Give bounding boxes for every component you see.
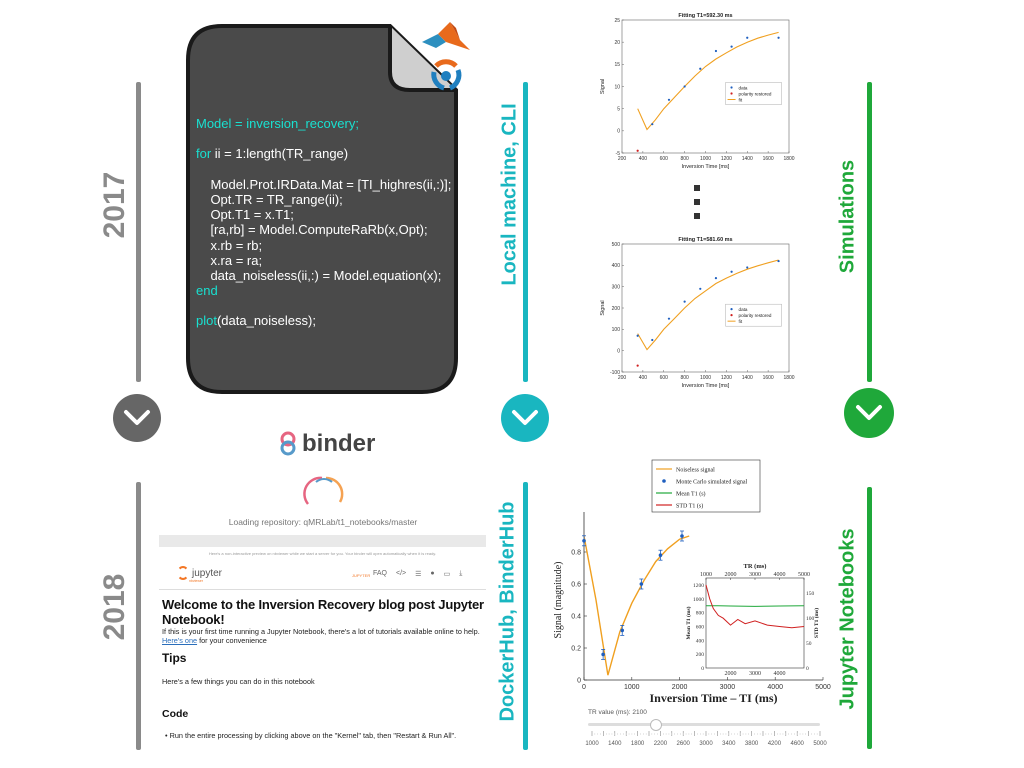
code-line xyxy=(196,283,451,298)
code-text: Opt.TR = TR_range(ii); xyxy=(196,191,343,207)
inset-left-tick-label: 1000 xyxy=(693,596,704,603)
y-tick-label: 5 xyxy=(617,106,620,113)
data-point xyxy=(699,288,701,290)
code-text: [ra,rb] = Model.ComputeRaRb(x,Opt); xyxy=(196,222,428,238)
tr-slider-track[interactable] xyxy=(588,723,820,726)
year-label-2017: 2017 xyxy=(98,171,131,239)
timeline-line-2017 xyxy=(136,82,141,382)
intro-tail: for your convenience xyxy=(199,636,267,645)
inset-top-axis-label: TR (ms) xyxy=(743,563,767,570)
y-tick-label: 0.8 xyxy=(571,549,581,557)
monte-carlo-point xyxy=(640,582,644,586)
x-tick-label: 1000 xyxy=(699,156,712,162)
x-tick-label: 1200 xyxy=(720,375,732,381)
x-tick-label: 600 xyxy=(659,156,668,162)
download-icon[interactable]: ⤓ xyxy=(459,570,463,577)
binder-logo-icon xyxy=(278,431,298,457)
data-point xyxy=(668,318,670,320)
code-line xyxy=(196,268,451,283)
inset-top-tick-label: 3000 xyxy=(749,572,761,578)
x-tick-label: 4000 xyxy=(767,684,783,691)
label-dockerhub-binderhub: DockerHub, BinderHub xyxy=(496,501,519,722)
data-point xyxy=(699,68,701,70)
inset-left-axis-label: Mean T1 (ms) xyxy=(686,606,692,640)
legend-label: fit xyxy=(738,318,743,324)
legend-label: data xyxy=(738,306,748,312)
x-axis-label: Inversion Time – TI (ms) xyxy=(649,691,778,705)
chevron-down-icon-teal xyxy=(501,394,549,442)
inset-bottom-tick-label: 4000 xyxy=(773,671,786,677)
jupyter-logo-text: jupyter xyxy=(192,567,223,579)
slider-tick-label: 1800 xyxy=(630,741,645,747)
binder-logo-text: binder xyxy=(302,430,376,457)
legend-marker xyxy=(730,314,732,316)
label-jupyter-notebooks: Jupyter Notebooks xyxy=(836,528,859,710)
legend-marker xyxy=(662,479,666,483)
ellipsis-dot xyxy=(694,185,700,191)
toolbar-icons xyxy=(373,570,462,578)
inset-top-tick-label: 2000 xyxy=(724,572,737,578)
tr-slider-widget xyxy=(584,709,827,751)
chart-title: Fitting T1=592.30 ms xyxy=(678,13,733,19)
code-line xyxy=(196,162,451,177)
slider-tick-label: 1000 xyxy=(585,741,599,747)
intro-link[interactable]: Here's one xyxy=(162,636,198,645)
legend-label: fit xyxy=(738,97,743,103)
legend-label: Noiseless signal xyxy=(676,467,715,474)
code-line xyxy=(196,192,451,207)
nbviewer-notice: Here's a non-interactive preview on nbviewer while we start a server for you. Your binder will open automatically when it is ready. xyxy=(208,551,437,556)
x-tick-label: 1600 xyxy=(762,375,774,381)
y-tick-label: 0 xyxy=(617,348,620,355)
loading-spinner-icon xyxy=(302,472,346,512)
ellipsis-dot xyxy=(694,213,700,219)
ellipsis-dot xyxy=(694,199,700,205)
code-line xyxy=(196,222,451,237)
list-icon[interactable]: ☰ xyxy=(415,571,422,578)
y-tick-label: 0 xyxy=(617,128,620,135)
code-keyword: for xyxy=(196,146,212,162)
inset-left-tick-label: 800 xyxy=(695,610,704,617)
tips-text: Here's a few things you can do in this notebook xyxy=(162,677,315,686)
data-point xyxy=(746,37,748,39)
x-tick-label: 3000 xyxy=(719,684,736,691)
monte-carlo-point xyxy=(582,539,586,543)
timeline-line-local xyxy=(523,82,528,382)
code-line xyxy=(196,177,451,192)
toolbar-jupyter-link[interactable]: JUPYTER xyxy=(352,573,371,578)
data-point xyxy=(730,46,732,48)
inset-left-tick-label: 0 xyxy=(701,666,704,672)
timeline-line-docker xyxy=(523,482,528,750)
legend-marker xyxy=(730,92,732,94)
y-tick-label: 200 xyxy=(611,305,620,312)
y-tick-label: 20 xyxy=(614,39,620,46)
code-line xyxy=(196,146,451,161)
fitting-chart-bottom xyxy=(592,232,797,402)
timeline-line-2018 xyxy=(136,482,141,750)
inset-right-tick-label: 150 xyxy=(806,591,815,597)
inset-bottom-tick-label: 3000 xyxy=(749,671,761,677)
code-text: Opt.T1 = x.T1; xyxy=(196,207,294,223)
inset-right-tick-label: 50 xyxy=(806,641,812,647)
inset-left-tick-label: 600 xyxy=(695,624,704,631)
y-tick-label: -100 xyxy=(609,369,620,376)
data-point xyxy=(651,339,653,341)
code-line xyxy=(196,253,451,268)
legend-label: polarity restored xyxy=(738,91,772,97)
code-line xyxy=(196,298,451,313)
data-point xyxy=(777,260,779,262)
tips-heading: Tips xyxy=(162,651,187,665)
intro-text: If this is your first time running a Jupyter Notebook, there's a lot of tutorials available online to help. xyxy=(162,627,480,636)
timeline-line-simulations xyxy=(867,82,872,382)
x-tick-label: 800 xyxy=(680,156,689,162)
inset-left-tick-label: 400 xyxy=(695,638,704,645)
x-tick-label: 0 xyxy=(582,684,586,691)
code-line xyxy=(196,116,451,131)
label-local-machine-cli: Local machine, CLI xyxy=(498,103,521,286)
code-bullet: • Run the entire processing by clicking above on the "Kernel" tab, then "Restart & Run All". xyxy=(165,731,457,740)
slider-tick-label: 3800 xyxy=(744,741,759,747)
data-point xyxy=(715,277,717,279)
x-tick-label: 1600 xyxy=(762,156,774,162)
legend-label: Mean T1 (s) xyxy=(676,491,706,498)
inset-top-tick-label: 5000 xyxy=(798,572,810,578)
simulation-chart xyxy=(548,458,831,705)
code-text: data_noiseless(ii,:) = Model.equation(x); xyxy=(196,267,442,283)
ellipsis-dots xyxy=(694,185,700,219)
code-line xyxy=(196,238,451,253)
legend-marker xyxy=(730,308,732,310)
x-tick-label: 800 xyxy=(680,375,689,381)
code-line xyxy=(196,313,451,328)
code-icon[interactable]: </> xyxy=(396,570,407,577)
monte-carlo-point xyxy=(620,629,624,633)
y-tick-label: 15 xyxy=(614,62,620,69)
code-text: x.rb = rb; xyxy=(196,237,263,253)
slider-tick-label: 1400 xyxy=(608,741,622,747)
slider-tick-label: 4600 xyxy=(790,741,804,747)
x-tick-label: 200 xyxy=(617,375,627,381)
x-tick-label: 400 xyxy=(638,375,648,381)
slider-tick-label: 2200 xyxy=(653,741,668,747)
nbviewer-top-bar xyxy=(159,535,486,547)
slider-tick-label: 3000 xyxy=(699,741,713,747)
y-tick-label: 0.2 xyxy=(571,645,581,653)
faq-icon[interactable]: FAQ xyxy=(373,570,388,577)
loading-repository-text: Loading repository: qMRLab/t1_notebooks/master xyxy=(228,517,418,527)
x-tick-label: 2000 xyxy=(671,684,688,691)
chart-title: Fitting T1=581.60 ms xyxy=(678,237,733,243)
monte-carlo-point xyxy=(601,653,605,657)
tr-slider-label: TR value (ms): 2100 xyxy=(588,709,647,716)
inset-top-tick-label: 1000 xyxy=(700,572,712,578)
code-keyword: end xyxy=(196,283,218,299)
y-tick-label: 25 xyxy=(614,17,620,24)
legend-label: Monte Carlo simulated signal xyxy=(676,479,748,486)
y-axis-label: Signal xyxy=(600,300,606,316)
y-axis-label: Signal (magnitude) xyxy=(553,561,564,639)
x-tick-label: 1400 xyxy=(741,375,753,381)
y-tick-label: 100 xyxy=(611,327,620,334)
chevron-down-icon-green xyxy=(844,388,894,438)
y-tick-label: 300 xyxy=(611,284,620,291)
y-tick-label: -5 xyxy=(615,150,620,157)
x-tick-label: 1800 xyxy=(783,375,795,381)
y-tick-label: 0.4 xyxy=(571,613,581,621)
data-point xyxy=(730,271,732,273)
notebook-title: Welcome to the Inversion Recovery blog post Jupyter Notebook! xyxy=(162,597,484,627)
y-axis-label: Signal xyxy=(600,78,606,95)
code-keyword: plot xyxy=(196,313,217,329)
data-point xyxy=(651,123,653,125)
fitting-chart-top xyxy=(592,8,797,183)
legend-label: data xyxy=(738,85,748,91)
binder-logo xyxy=(278,430,375,458)
octave-logo-icon xyxy=(428,58,464,92)
monte-carlo-point xyxy=(659,553,663,557)
x-tick-label: 1000 xyxy=(624,684,640,691)
slider-tick-label: 5000 xyxy=(813,741,827,747)
slider-tick-label: 4200 xyxy=(767,741,782,747)
inset-right-axis-label: STD T1 (ms) xyxy=(814,607,820,639)
code-text: ii = 1:length(TR_range) xyxy=(211,146,349,162)
data-point xyxy=(637,335,639,337)
data-point xyxy=(684,301,686,303)
x-tick-label: 1800 xyxy=(783,156,795,162)
polarity-point xyxy=(637,150,639,152)
code-text: x.ra = ra; xyxy=(196,252,263,268)
timeline-line-jupyter xyxy=(867,487,872,749)
x-axis-label: Inversion Time [ms] xyxy=(681,383,730,389)
code-bullet-text: Run the entire processing by clicking above on the "Kernel" tab, then "Restart & Run All". xyxy=(169,731,457,740)
y-tick-label: 10 xyxy=(614,84,620,91)
y-tick-label: 400 xyxy=(611,263,620,270)
x-tick-label: 400 xyxy=(638,156,648,162)
jupyter-logo[interactable] xyxy=(177,566,222,580)
x-tick-label: 5000 xyxy=(815,684,831,691)
data-point xyxy=(715,50,717,52)
x-tick-label: 1200 xyxy=(720,156,732,162)
x-tick-label: 1400 xyxy=(741,156,753,162)
inset-top-tick-label: 4000 xyxy=(773,572,786,578)
monte-carlo-point xyxy=(680,534,684,538)
x-tick-label: 600 xyxy=(659,375,668,381)
legend-label: polarity restored xyxy=(738,312,772,318)
jupyter-notebook-preview xyxy=(159,535,486,745)
inset-left-tick-label: 1200 xyxy=(693,582,704,589)
code-text: Model = inversion_recovery; xyxy=(196,116,359,131)
matlab-code-snippet xyxy=(196,116,451,329)
notebook-intro xyxy=(162,627,486,645)
nbviewer-sub: nbviewer xyxy=(189,579,204,583)
matlab-logo-icon xyxy=(420,20,472,54)
code-line xyxy=(196,207,451,222)
inset-plot-area xyxy=(706,578,804,668)
data-point xyxy=(684,85,686,87)
jupyter-logo-icon xyxy=(177,566,189,580)
y-tick-label: 0.6 xyxy=(571,581,581,589)
chevron-down-icon-gray xyxy=(113,394,161,442)
inset-right-tick-label: 0 xyxy=(806,666,809,672)
inset-left-tick-label: 200 xyxy=(695,652,704,659)
x-axis-label: Inversion Time [ms] xyxy=(681,164,730,170)
code-line xyxy=(196,131,451,146)
inset-bottom-tick-label: 2000 xyxy=(724,671,737,677)
label-simulations: Simulations xyxy=(836,159,859,274)
code-heading: Code xyxy=(162,708,189,720)
data-point xyxy=(777,37,779,39)
year-label-2018: 2018 xyxy=(98,573,131,641)
data-point xyxy=(668,99,670,101)
print-icon[interactable]: ▭ xyxy=(443,571,451,578)
code-text: Model.Prot.IRData.Mat = [TI_highres(ii,:)]; xyxy=(196,176,452,192)
noiseless-signal-line xyxy=(584,536,689,675)
code-text: (data_noiseless); xyxy=(216,313,316,329)
github-icon[interactable]: ● xyxy=(430,570,435,577)
nbviewer-header xyxy=(159,561,486,590)
data-point xyxy=(746,266,748,268)
inset-right-tick-label: 100 xyxy=(806,616,815,622)
legend-label: STD T1 (s) xyxy=(676,503,704,510)
tr-slider-ticks xyxy=(584,729,827,751)
y-tick-label: 0 xyxy=(577,677,581,685)
x-tick-label: 200 xyxy=(617,156,627,162)
slider-tick-label: 3400 xyxy=(722,741,736,747)
legend-marker xyxy=(730,86,732,88)
x-tick-label: 1000 xyxy=(699,375,712,381)
slider-tick-label: 2600 xyxy=(676,741,690,747)
y-tick-label: 500 xyxy=(611,241,620,248)
polarity-point xyxy=(637,365,639,367)
